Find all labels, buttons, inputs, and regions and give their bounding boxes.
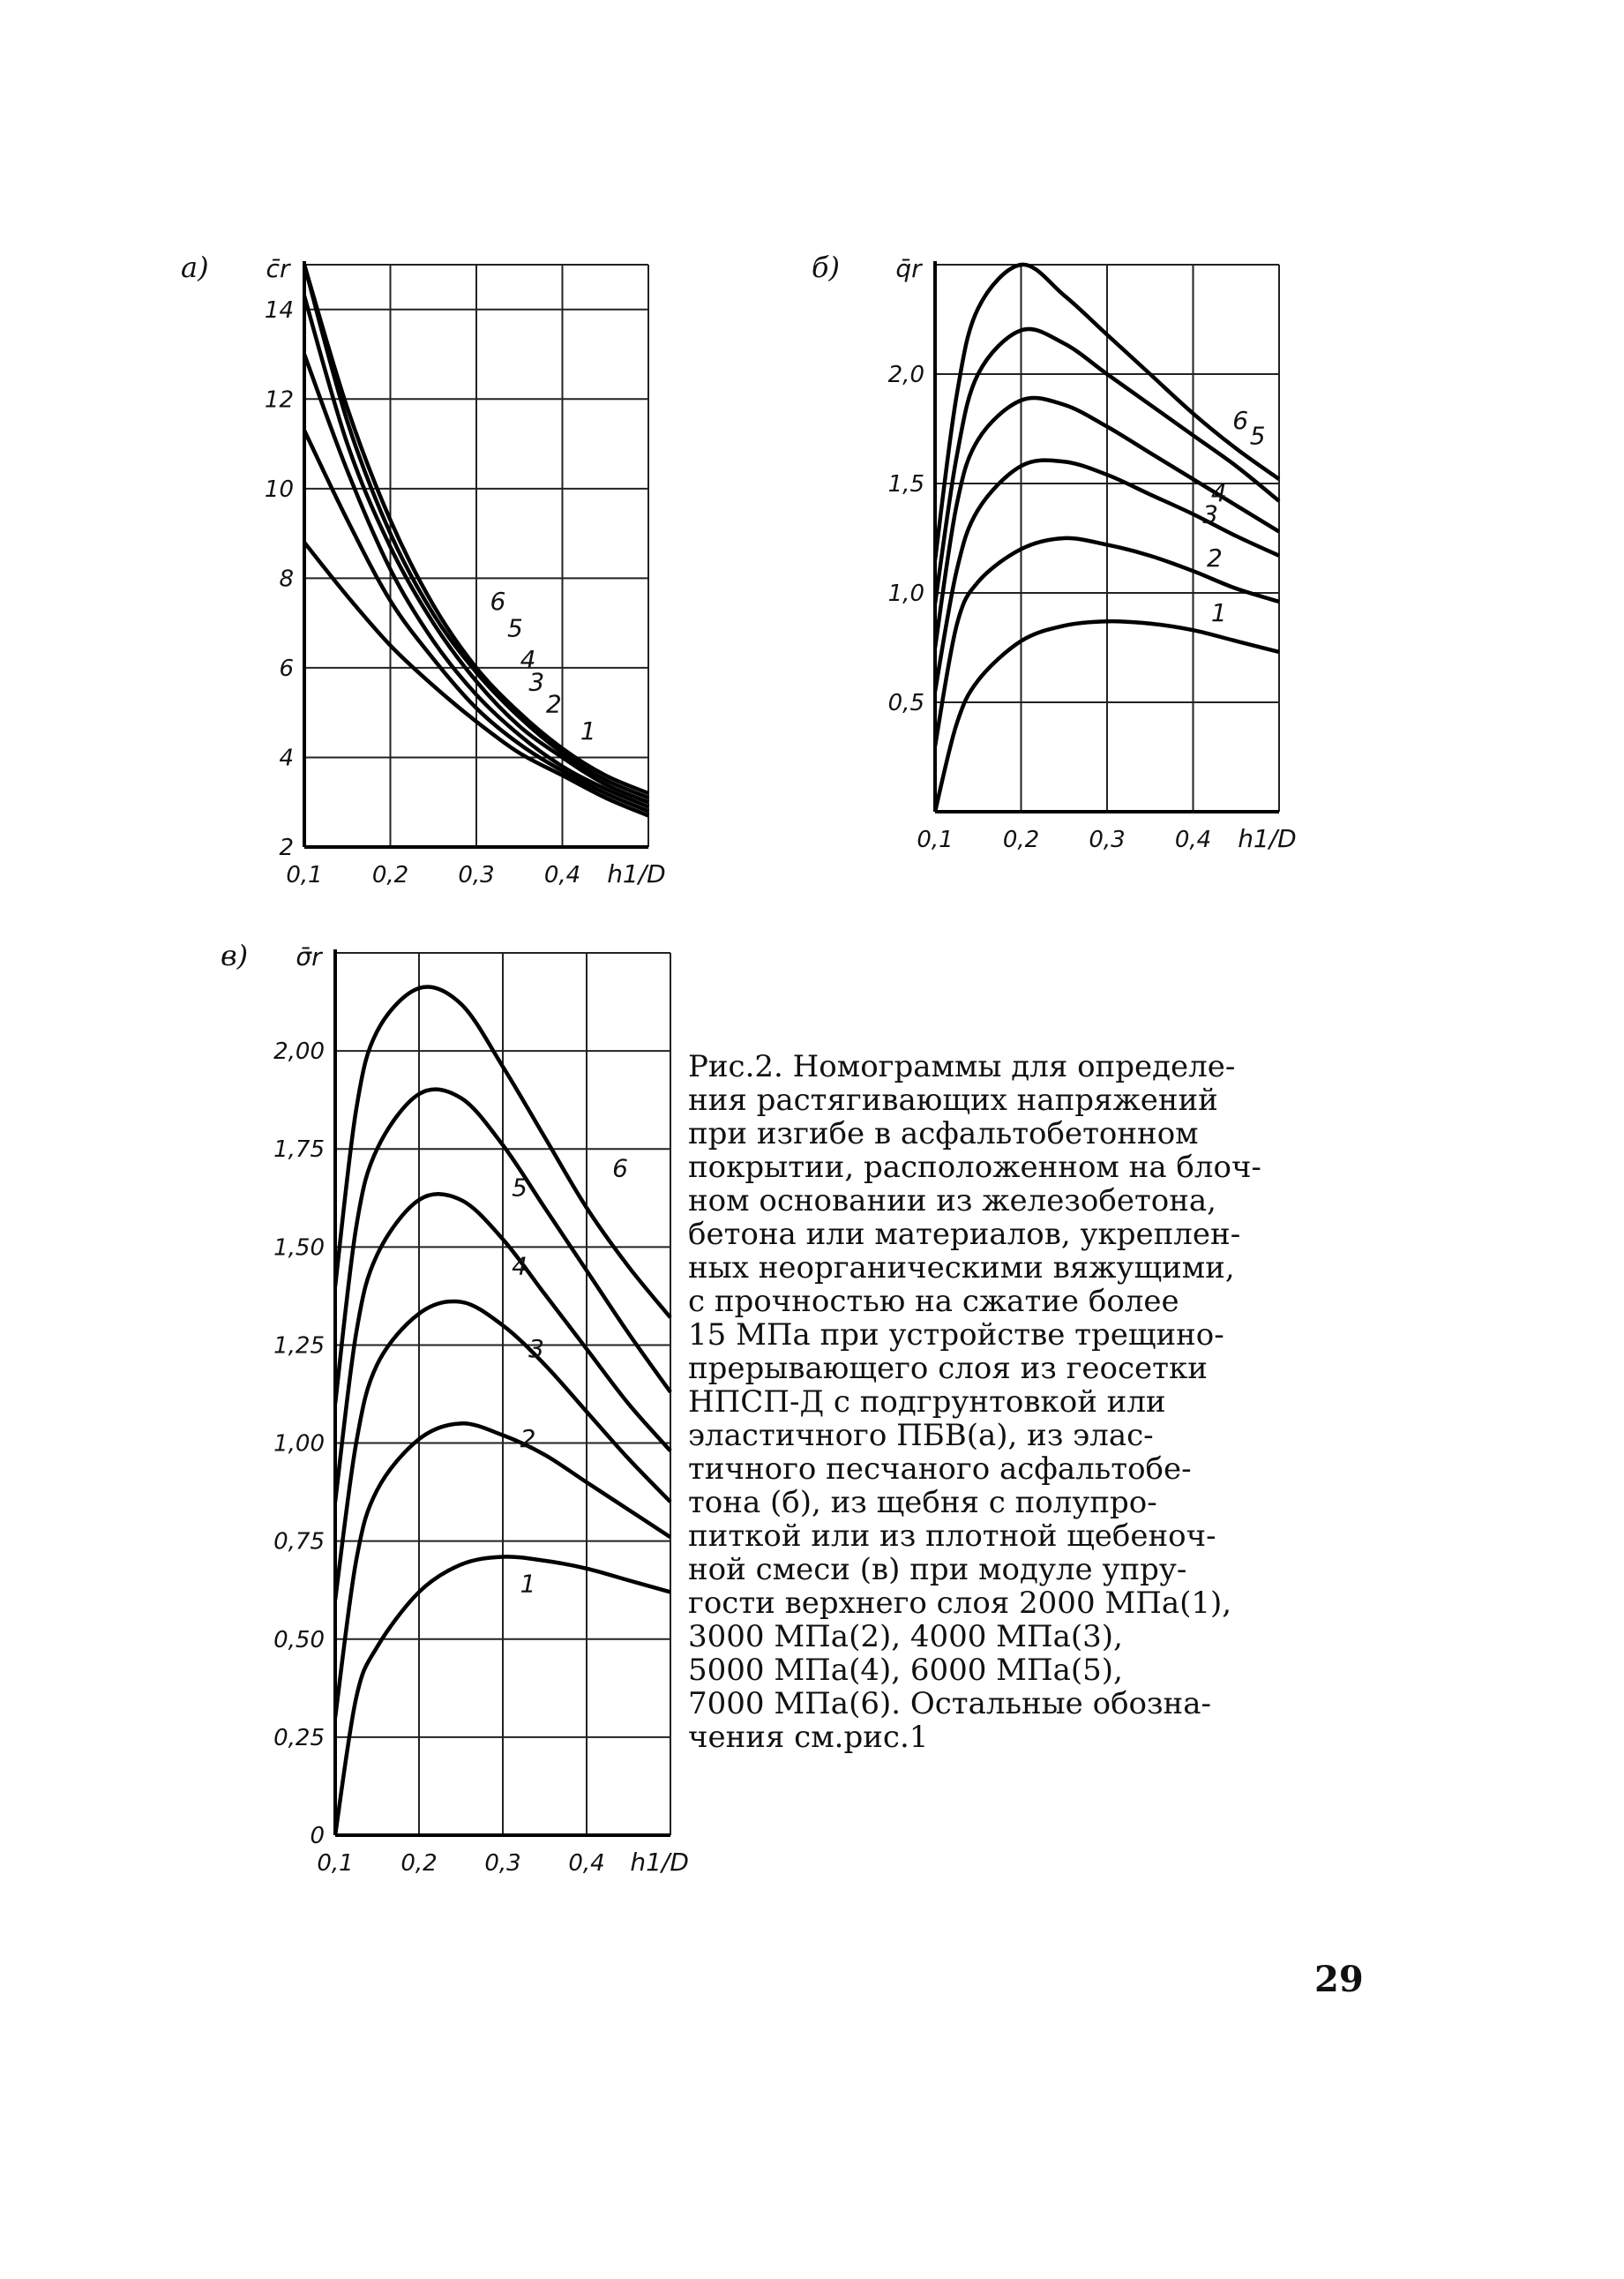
y-tick-label: 0,5 [887, 690, 924, 716]
caption-line: питкой или из плотной щебеноч- [688, 1518, 1216, 1554]
x-tick-label: 0,2 [400, 1850, 438, 1877]
y-tick-label: 0 [310, 1823, 325, 1849]
y-tick-label: 8 [279, 566, 294, 593]
series-label-5: 5 [512, 1173, 528, 1203]
caption-line: 7000 МПа(6). Остальные обозна- [688, 1686, 1211, 1721]
x-axis-label: h1/D [630, 1848, 689, 1877]
y-axis-label: q̄r [895, 254, 922, 283]
y-tick-label: 2,0 [887, 362, 924, 388]
y-tick-label: 1,5 [887, 471, 924, 498]
caption-line: 3000 МПа(2), 4000 МПа(3), [688, 1619, 1123, 1654]
y-tick-label: 2,00 [273, 1038, 325, 1066]
caption-line: прерывающего слоя из геосетки [688, 1351, 1208, 1386]
x-tick-label: 0,3 [1089, 827, 1126, 853]
y-tick-label: 6 [279, 655, 294, 682]
x-tick-label: 0,1 [286, 862, 323, 888]
y-tick-label: 2 [279, 835, 294, 861]
panel-label: а) [181, 251, 209, 284]
series-label-5: 5 [1249, 421, 1266, 451]
caption-line: чения см.рис.1 [688, 1720, 929, 1755]
caption-line: тичного песчаного асфальтобе- [688, 1451, 1192, 1487]
caption-line: ных неорганическими вяжущими, [688, 1250, 1235, 1286]
x-tick-label: 0,3 [458, 862, 495, 888]
caption-line: НПСП-Д с подгрунтовкой или [688, 1384, 1166, 1420]
series-label-4: 4 [1210, 477, 1227, 507]
series-label-5: 5 [506, 613, 523, 643]
x-tick-label: 0,4 [1174, 827, 1212, 853]
caption-line: покрытии, расположенном на блоч- [688, 1150, 1261, 1185]
y-tick-label: 10 [264, 476, 294, 503]
series-label-3: 3 [528, 1333, 544, 1363]
caption-line: бетона или материалов, укреплен- [688, 1217, 1241, 1252]
panel-label: в) [221, 939, 249, 972]
x-tick-label: 0,4 [543, 862, 581, 888]
y-axis-label: c̄r [266, 254, 290, 283]
chart-v [212, 935, 706, 1915]
y-axis-label: σ̄r [296, 942, 322, 971]
caption-line: гости верхнего слоя 2000 МПа(1), [688, 1586, 1232, 1621]
y-tick-label: 14 [264, 296, 294, 324]
y-tick-label: 1,00 [273, 1430, 325, 1458]
series-label-1: 1 [520, 1569, 536, 1599]
x-tick-label: 0,3 [484, 1850, 521, 1877]
chart-b [812, 247, 1341, 882]
x-tick-label: 0,1 [917, 827, 954, 853]
x-axis-label: h1/D [1238, 824, 1297, 853]
y-tick-label: 0,50 [273, 1626, 325, 1653]
x-axis-label: h1/D [607, 859, 666, 888]
y-tick-label: 1,50 [273, 1234, 325, 1262]
series-label-2: 2 [520, 1424, 536, 1453]
caption-line: эластичного ПБВ(а), из элас- [688, 1418, 1154, 1453]
series-label-1: 1 [1210, 598, 1227, 628]
series-label-6: 6 [1232, 406, 1249, 435]
y-tick-label: 0,75 [273, 1528, 325, 1556]
caption-line: при изгибе в асфальтобетонном [688, 1116, 1199, 1151]
caption-line: 5000 МПа(4), 6000 МПа(5), [688, 1653, 1123, 1688]
caption-line: 15 МПа при устройстве трещино- [688, 1317, 1224, 1353]
series-label-4: 4 [520, 644, 536, 674]
caption-line: ния растягивающих напряжений [688, 1083, 1218, 1118]
y-tick-label: 1,75 [273, 1136, 325, 1164]
y-tick-label: 0,25 [273, 1724, 325, 1751]
series-label-3: 3 [528, 667, 545, 697]
series-label-4: 4 [512, 1251, 528, 1281]
x-tick-label: 0,2 [371, 862, 409, 888]
caption-line: Рис.2. Номограммы для определе- [688, 1049, 1236, 1084]
y-tick-label: 12 [264, 386, 294, 414]
caption-line: тона (б), из щебня с полупро- [688, 1485, 1157, 1520]
caption-line: ном основании из железобетона, [688, 1183, 1216, 1218]
chart-a [181, 247, 684, 935]
series-label-1: 1 [580, 716, 596, 746]
x-tick-label: 0,2 [1002, 827, 1040, 853]
figure-caption [688, 1050, 1376, 1754]
y-tick-label: 1,0 [887, 581, 924, 607]
series-label-6: 6 [612, 1153, 628, 1183]
panel-label: б) [812, 251, 841, 284]
caption-line: ной смеси (в) при модуле упру- [688, 1552, 1187, 1587]
series-label-2: 2 [1206, 544, 1223, 573]
y-tick-label: 1,25 [273, 1332, 325, 1360]
x-tick-label: 0,1 [317, 1850, 354, 1877]
series-label-6: 6 [490, 586, 506, 616]
x-tick-label: 0,4 [568, 1850, 605, 1877]
caption-line: с прочностью на сжатие более [688, 1284, 1179, 1319]
page-number: 29 [1314, 1959, 1364, 2000]
y-tick-label: 4 [279, 745, 294, 772]
series-label-2: 2 [545, 689, 562, 719]
series-label-3: 3 [1202, 499, 1218, 529]
